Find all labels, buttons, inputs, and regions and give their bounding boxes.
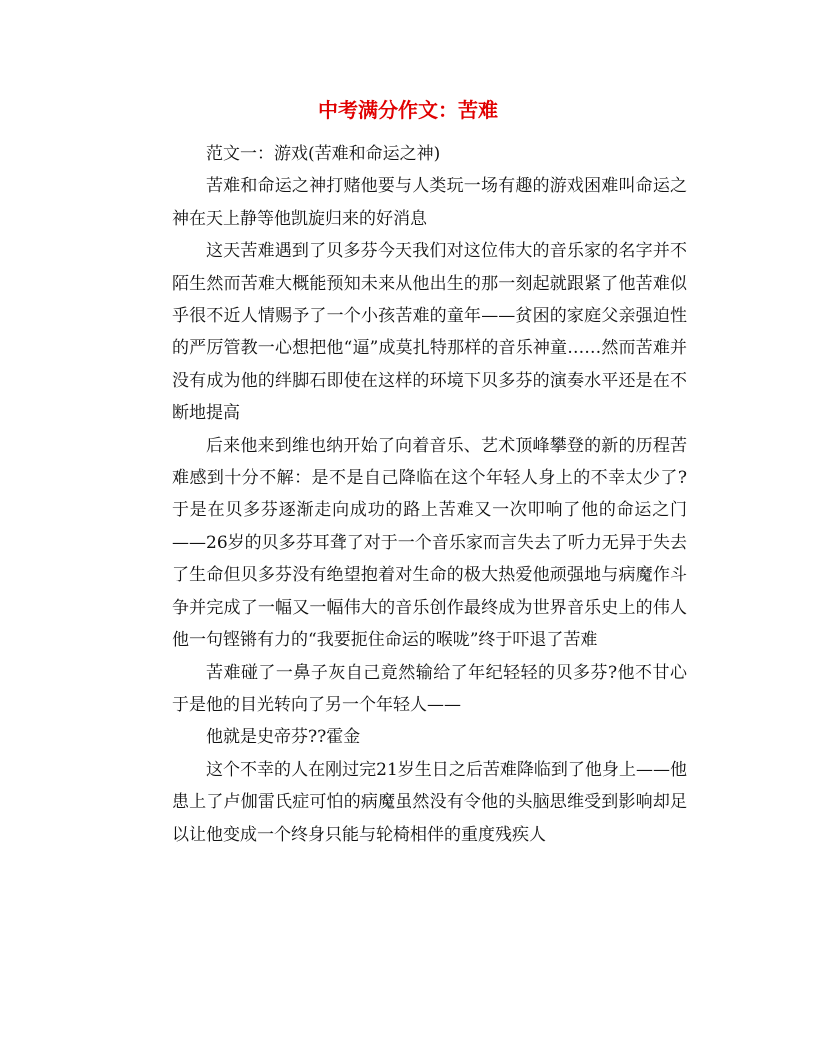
- paragraph-1: 范文一：游戏(苦难和命运之神): [206, 144, 441, 164]
- paragraph-6: 他就是史帝芬??霍金: [206, 727, 361, 748]
- article-body: [172, 138, 687, 851]
- paragraph-7: 这个不幸的人在刚过完21岁生日之后苦难降临到了他身上——他患上了卢伽雷氏症可怕的病魔虽然没有令他的头脑思维受到影响却足以让他变成一个终身只能与轮椅相伴的重度残疾人: [172, 759, 687, 845]
- paragraph-3: 这天苦难遇到了贝多芬今天我们对这位伟大的音乐家的名字并不陌生然而苦难大概能预知未来从他出生的那一刻起就跟紧了他苦难似乎很不近人情赐予了一个小孩苦难的童年——贫困的家庭父亲强迫性的严厉管教一心想把他“逼”成莫扎特那样的音乐神童……然而苦难并没有成为他的绊脚石即使在这样的环境下贝多芬的演奏水平还是在不断地提高: [172, 241, 687, 424]
- paragraph-2: 苦难和命运之神打赌他要与人类玩一场有趣的游戏困难叫命运之神在天上静等他凯旋归来的好消息: [172, 176, 687, 229]
- paragraph-4: 后来他来到维也纳开始了向着音乐、艺术顶峰攀登的新的历程苦难感到十分不解：是不是自己降临在这个年轻人身上的不幸太少了?于是在贝多芬逐渐走向成功的路上苦难又一次叩响了他的命运之门——26岁的贝多芬耳聋了对于一个音乐家而言失去了听力无异于失去了生命但贝多芬没有绝望抱着对生命的极大热爱他顽强地与病魔作斗争并完成了一幅又一幅伟大的音乐创作最终成为世界音乐史上的伟人他一句铿锵有力的“我要扼住命运的喉咙”终于吓退了苦难: [172, 435, 687, 651]
- paragraph-5: 苦难碰了一鼻子灰自己竟然输给了年纪轻轻的贝多芬?他不甘心于是他的目光转向了另一个年轻人——: [172, 662, 687, 715]
- page-title: 中考满分作文：苦难: [318, 98, 498, 122]
